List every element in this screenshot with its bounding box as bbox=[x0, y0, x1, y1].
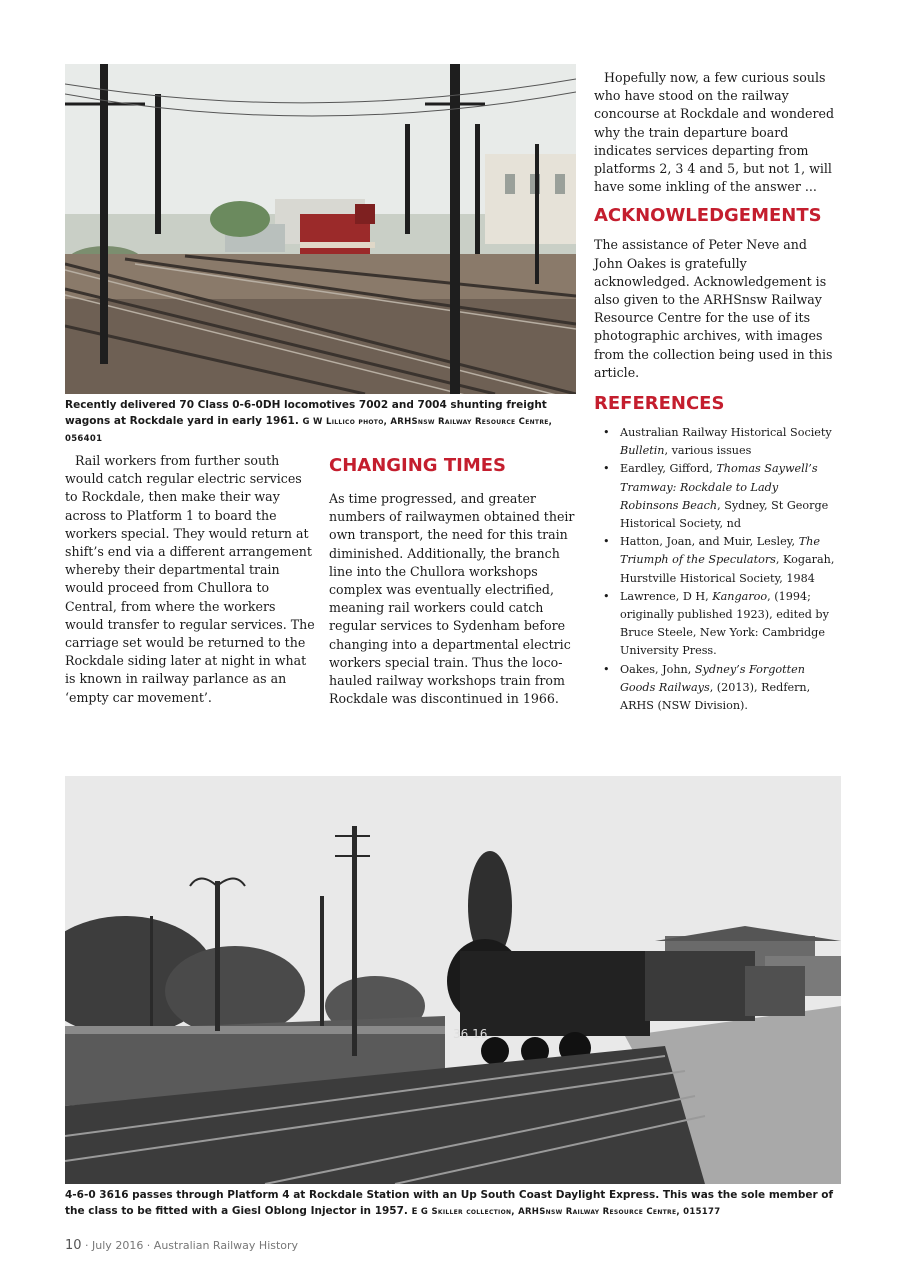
right-column bbox=[594, 69, 839, 715]
left-column bbox=[65, 452, 315, 707]
reference-item: • Australian Railway Historical Society Bulletin, various issues bbox=[594, 424, 839, 460]
page-number: 10 bbox=[65, 1238, 82, 1253]
reference-item: • Oakes, John, Sydney’s Forgotten Goods Railways, (2013), Redfern, ARHS (NSW Division). bbox=[594, 661, 839, 716]
references-list bbox=[594, 424, 839, 715]
page-footer bbox=[65, 1238, 298, 1253]
middle-column bbox=[329, 452, 579, 708]
reference-item: • Lawrence, D H, Kangaroo, (1994; originally published 1923), edited by Bruce Steele, New York: Cambridge University Press. bbox=[594, 588, 839, 661]
steam-locomotive-photo bbox=[65, 776, 841, 1184]
photo-icon bbox=[65, 776, 841, 1184]
reference-item: • Eardley, Gifford, Thomas Saywell’s Tramway: Rockdale to Lady Robinsons Beach, Sydney, St George Historical Society, nd bbox=[594, 460, 839, 533]
photo1-credit: G W Lillico photo, ARHSnsw Railway Resource Centre, 056401 bbox=[65, 417, 553, 444]
photo1-caption-text: Recently delivered 70 Class 0-6-0DH locomotives 7002 and 7004 shunting freight wagons at Rockdale yard in early 1961. bbox=[65, 399, 547, 427]
reference-item: • Hatton, Joan, and Muir, Lesley, The Triumph of the Speculators, Kogarah, Hurstville Historical Society, 1984 bbox=[594, 533, 839, 588]
changing-times-heading: CHANGING TIMES bbox=[329, 455, 506, 476]
middle-column-paragraph: As time progressed, and greater numbers of railwaymen obtained their own transport, the need for this train diminished. Additionally, the branch line into the Chullora workshops complex was eventually electrified, meaning rail workers could catch regular services to Sydenham before changing into a departmental electric workers special train. Thus the loco-hauled railway workshops train from Rockdale was discontinued in 1966. bbox=[329, 491, 575, 707]
acknowledgements-heading: ACKNOWLEDGEMENTS bbox=[594, 205, 822, 227]
footer-text: · July 2016 · Australian Railway History bbox=[85, 1239, 299, 1252]
acknowledgements-text: The assistance of Peter Neve and John Oakes is gratefully acknowledged. Acknowledgement is also given to the ARHSnsw Railway Resource Centre for the use of its photographic archives, with images from the collection being used in this article. bbox=[594, 237, 833, 380]
photo1-caption bbox=[65, 397, 580, 447]
left-column-paragraph: Rail workers from further south would catch regular electric services to Rockdale, then make their way across to Platform 1 to board the workers special. They would return at shift’s end via a different arrangement whereby their departmental train would proceed from Chullora to Central, from where the workers would transfer to regular services. The carriage set would be returned to the Rockdale siding later at night in what is known in railway parlance as an ‘empty car movement’. bbox=[65, 453, 315, 705]
photo2-caption bbox=[65, 1187, 855, 1220]
closing-paragraph: Hopefully now, a few curious souls who have stood on the railway concourse at Rockdale and wondered why the train departure board indicates services departing from platforms 2, 3 4 and 5, but not 1, will have some inkling of the answer ... bbox=[594, 70, 835, 195]
rockdale-yard-photo bbox=[65, 64, 576, 394]
photo2-caption-text: 4-6-0 3616 passes through Platform 4 at Rockdale Station with an Up South Coast Daylight Express. This was the sole member of the class to be fitted with a Giesl Oblong Injector in 1957. bbox=[65, 1189, 834, 1217]
references-heading: REFERENCES bbox=[594, 393, 725, 415]
photo-icon bbox=[65, 64, 576, 394]
loco-number: 36 16 bbox=[453, 1027, 488, 1041]
photo2-credit: E G Skiller collection, ARHSnsw Railway Resource Centre, 015177 bbox=[411, 1207, 721, 1217]
